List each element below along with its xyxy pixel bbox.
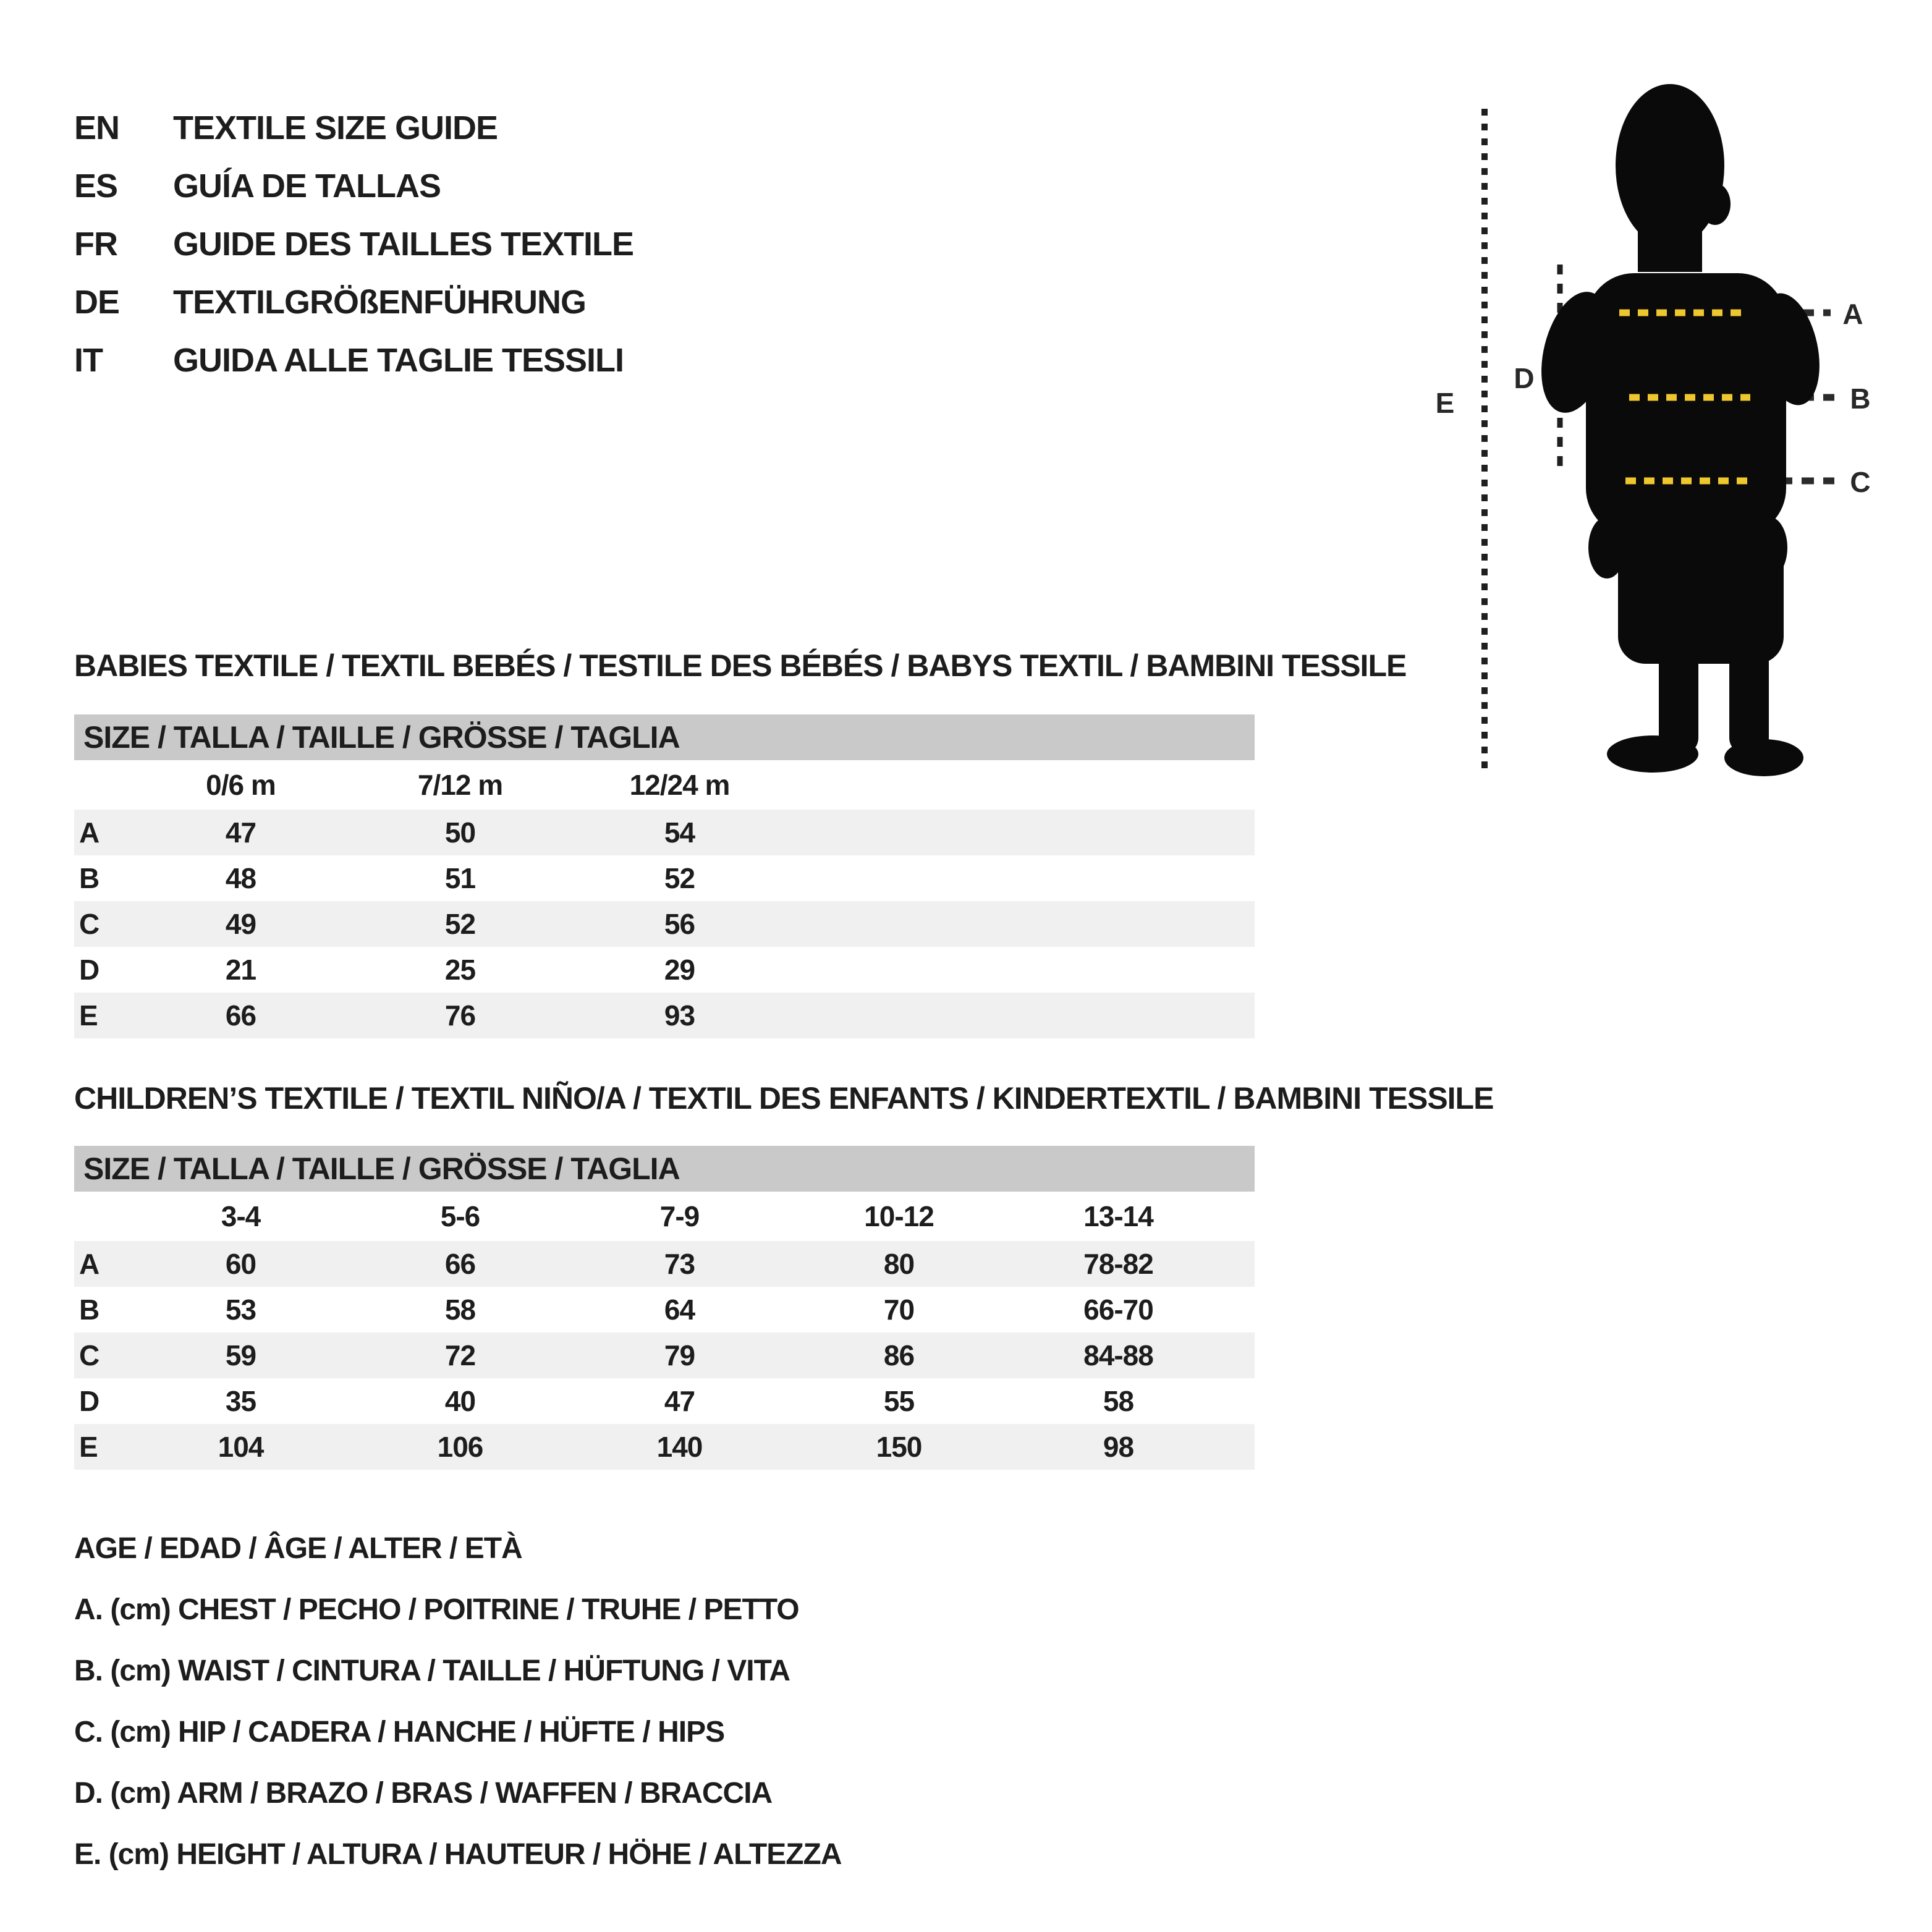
language-row-it (74, 331, 633, 389)
table-cell: 73 (664, 1248, 695, 1280)
table-row-d (74, 1378, 1255, 1424)
table-cell: 66 (225, 999, 256, 1032)
table-cell: 66 (444, 1248, 476, 1280)
table-row-c (74, 901, 1255, 947)
table-cell: 84-88 (1083, 1339, 1153, 1371)
guide-title-en: TEXTILE SIZE GUIDE (173, 109, 498, 146)
table-cell: 59 (225, 1339, 256, 1371)
table-cell: 52 (444, 908, 476, 940)
babies-size-header-bar: SIZE / TALLA / TAILLE / GRÖSSE / TAGLIA (74, 714, 1255, 760)
table-cell: 35 (225, 1385, 256, 1417)
language-title-list (74, 99, 633, 389)
guide-title-de: TEXTILGRÖßENFÜHRUNG (173, 284, 586, 321)
guide-title-it: GUIDA ALLE TAGLIE TESSILI (173, 342, 624, 379)
column-header: 13-14 (1083, 1200, 1153, 1232)
column-header: 5-6 (440, 1200, 480, 1232)
row-label: D (79, 1385, 100, 1417)
row-label: D (79, 954, 100, 986)
figure-label-c: C (1850, 466, 1871, 498)
table-cell: 25 (444, 954, 476, 986)
table-cell: 47 (225, 816, 256, 849)
table-cell: 80 (883, 1248, 915, 1280)
table-cell: 56 (664, 908, 695, 940)
children-size-header-bar: SIZE / TALLA / TAILLE / GRÖSSE / TAGLIA (74, 1146, 1255, 1192)
table-cell: 49 (225, 908, 256, 940)
row-label: E (79, 1431, 98, 1463)
table-row-d (74, 947, 1255, 993)
children-section-title: CHILDREN’S TEXTILE / TEXTIL NIÑO/A / TEXTIL DES ENFANTS / KINDERTEXTIL / BAMBINI TESSILE (74, 1081, 1494, 1116)
legend-line-arm: D. (cm) ARM / BRAZO / BRAS / WAFFEN / BRACCIA (74, 1777, 773, 1810)
table-cell: 40 (444, 1385, 476, 1417)
row-label: C (79, 1339, 100, 1371)
table-row-c (74, 1332, 1255, 1378)
row-label: A (79, 1248, 100, 1280)
row-label: B (79, 1294, 100, 1326)
table-cell: 66-70 (1083, 1294, 1153, 1326)
language-code: EN (74, 109, 120, 146)
table-cell: 72 (444, 1339, 476, 1371)
table-cell: 106 (437, 1431, 483, 1463)
babies-section-title: BABIES TEXTILE / TEXTIL BEBÉS / TESTILE DES BÉBÉS / BABYS TEXTIL / BAMBINI TESSILE (74, 648, 1407, 683)
child-measurement-figure (1409, 49, 1932, 803)
legend-line-chest: A. (cm) CHEST / PECHO / POITRINE / TRUHE / PETTO (74, 1593, 799, 1626)
table-cell: 47 (664, 1385, 695, 1417)
column-header: 3-4 (221, 1200, 261, 1232)
table-cell: 86 (883, 1339, 915, 1371)
legend-line-waist: B. (cm) WAIST / CINTURA / TAILLE / HÜFTUNG / VITA (74, 1654, 790, 1687)
table-cell: 52 (664, 862, 695, 894)
language-row-es (74, 157, 633, 215)
table-cell: 98 (1103, 1431, 1134, 1463)
language-row-fr (74, 215, 633, 273)
legend-line-hip: C. (cm) HIP / CADERA / HANCHE / HÜFTE / HIPS (74, 1716, 725, 1748)
babies-column-header-row (74, 760, 1255, 810)
table-cell: 70 (883, 1294, 915, 1326)
table-row-e (74, 993, 1255, 1038)
language-code: FR (74, 226, 117, 263)
language-row-de (74, 273, 633, 331)
table-row-e (74, 1424, 1255, 1470)
legend-line-height: E. (cm) HEIGHT / ALTURA / HAUTEUR / HÖHE / ALTEZZA (74, 1838, 842, 1871)
table-cell: 50 (444, 816, 476, 849)
figure-label-d: D (1514, 362, 1535, 394)
table-row-b (74, 855, 1255, 901)
table-cell: 58 (444, 1294, 476, 1326)
table-cell: 21 (225, 954, 256, 986)
column-header: 12/24 m (629, 769, 730, 801)
guide-title-es: GUÍA DE TALLAS (173, 167, 441, 205)
table-cell: 140 (656, 1431, 703, 1463)
row-label: A (79, 816, 100, 849)
table-cell: 104 (218, 1431, 264, 1463)
table-cell: 93 (664, 999, 695, 1032)
table-cell: 78-82 (1083, 1248, 1153, 1280)
language-code: IT (74, 342, 103, 379)
table-cell: 60 (225, 1248, 256, 1280)
child-silhouette-icon (1530, 84, 1829, 776)
table-cell: 58 (1103, 1385, 1134, 1417)
corner-cell (74, 1192, 131, 1241)
guide-title-fr: GUIDE DES TAILLES TEXTILE (173, 226, 634, 263)
row-label: C (79, 908, 100, 940)
column-header: 0/6 m (206, 769, 276, 801)
column-header: 10-12 (864, 1200, 934, 1232)
table-row-a (74, 1241, 1255, 1287)
babies-size-table (74, 714, 1255, 1038)
column-header: 7/12 m (417, 769, 503, 801)
language-row-en (74, 99, 633, 157)
corner-cell (74, 760, 131, 810)
children-size-table (74, 1146, 1255, 1470)
table-cell: 150 (876, 1431, 922, 1463)
table-cell: 51 (444, 862, 476, 894)
children-column-header-row (74, 1192, 1255, 1241)
table-cell: 54 (664, 816, 695, 849)
table-cell: 53 (225, 1294, 256, 1326)
table-row-a (74, 810, 1255, 855)
table-row-b (74, 1287, 1255, 1332)
column-header: 7-9 (659, 1200, 700, 1232)
table-cell: 79 (664, 1339, 695, 1371)
language-code: DE (74, 284, 120, 321)
legend-line-age: AGE / EDAD / ÂGE / ALTER / ETÀ (74, 1532, 522, 1565)
figure-label-e: E (1435, 387, 1455, 419)
table-cell: 76 (444, 999, 476, 1032)
language-code: ES (74, 167, 118, 205)
figure-label-b: B (1850, 383, 1871, 415)
table-cell: 48 (225, 862, 256, 894)
table-cell: 64 (664, 1294, 695, 1326)
table-cell: 55 (883, 1385, 915, 1417)
figure-label-a: A (1842, 298, 1863, 330)
table-cell: 29 (664, 954, 695, 986)
row-label: E (79, 999, 98, 1032)
row-label: B (79, 862, 100, 894)
measurement-legend (74, 1518, 842, 1885)
